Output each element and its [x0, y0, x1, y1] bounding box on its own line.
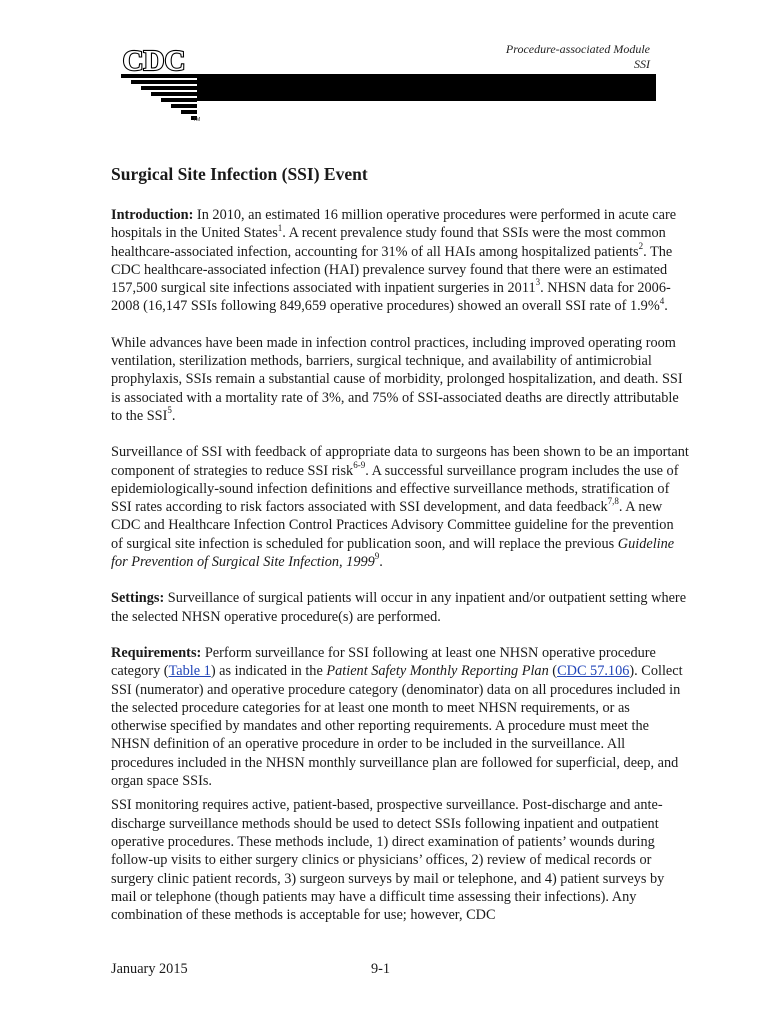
logo-text: CDC — [122, 45, 186, 77]
advances-text-1: While advances have been made in infection control practices, including improved operating room ventilation, sterilization methods, barriers, surgical technique, and availability of antimicrobial prophylaxis, SSIs remain a substantial cause of morbidity, prolonged hospitalization, and death. SSI is associated with a mortality rate of 3%, and 75% of SSI-associated deaths are directly attributable to the SSI — [111, 334, 683, 424]
page-title: Surgical Site Infection (SSI) Event — [111, 164, 368, 184]
surveillance-text-3: . A new CDC and Healthcare Infection Control Practices Advisory Committee guideline for the prevention of surgical site infection is scheduled for publication soon, and will replace the previous — [111, 499, 674, 552]
header-section: SSI — [634, 57, 650, 71]
running-header — [506, 42, 650, 72]
advances-text-2: . — [171, 407, 176, 424]
requirements-label: Requirements: — [111, 644, 202, 661]
footer-page-number: 9-1 — [371, 961, 391, 977]
settings-text: Surveillance of surgical patients will occur in any inpatient and/or outpatient setting where the selected NHSN operative procedure(s) are performed. — [111, 590, 687, 625]
surveillance-text-1: Surveillance of SSI with feedback of appropriate data to surgeons has been shown to be an important component of strategies to reduce SSI risk — [111, 444, 689, 479]
reference-6-9: 6-9 — [353, 459, 366, 470]
intro-text-3: . The CDC healthcare-associated infection (HAI) prevalence survey found that there were an estimated 157,500 surgical site infections associated with inpatient surgeries in 2011 — [111, 243, 673, 297]
requirements-text-2: ) as indicated in the — [210, 663, 327, 680]
document-body — [111, 206, 689, 942]
introduction-paragraph — [111, 206, 689, 316]
intro-text-2: . A recent prevalence study found that SSIs were the most common healthcare-associated infection, accounting for 31% of all HAIs among hospitalized patients — [111, 225, 666, 260]
advances-paragraph — [111, 334, 689, 425]
cdc-logo — [111, 40, 197, 122]
requirements-text-1: Perform surveillance for SSI following at least one NHSN operative procedure category ( — [111, 644, 656, 680]
monitoring-paragraph: SSI monitoring requires active, patient-based, prospective surveillance. Post-discharge and ante-discharge surveillance methods should be used to detect SSIs following inpatient and outpatient operative procedures. These methods include, 1) direct examination of patients’ wounds during follow-up visits to either surgery clinics or physicians’ offices, 2) review of medical records or surgery clinic patient records, 3) surgeon surveys by mail or telephone, and 4) patient surveys by mail or telephone (though patients may have a difficult time assessing their infections). Any combination of these methods is acceptable for use; however, CDC — [111, 797, 665, 924]
reference-2: 2 — [638, 240, 644, 251]
header-module: Procedure-associated Module — [505, 42, 650, 56]
intro-text-1: In 2010, an estimated 16 million operative procedures were performed in acute care hospitals in the United States — [111, 207, 677, 242]
reference-3: 3 — [535, 277, 541, 288]
reference-9: 9 — [374, 551, 380, 562]
reference-5: 5 — [167, 405, 172, 416]
cdc-57-106-link[interactable]: CDC 57.106 — [557, 663, 630, 680]
requirements-paragraph — [111, 644, 689, 790]
header-bar — [194, 74, 656, 101]
intro-text-4: . NHSN data for 2006-2008 (16,147 SSIs following 849,659 operative procedures) showed an overall SSI rate of 1.9% — [111, 280, 671, 315]
footer-date: January 2015 — [111, 961, 188, 977]
reference-4: 4 — [659, 295, 665, 306]
requirements-text-4: ). Collect SSI (numerator) and operative procedure category (denominator) data on all procedures included in the selected procedure categories for at least one month to meet NHSN requirements, or as otherwise specified by mandates and other reporting requirements. A procedure must meet the NHSN definition of an operative procedure in order to be included in the surveillance. All procedures included in the NHSN monthly surveillance plan are followed for superficial, deep, and organ space SSIs. — [111, 663, 683, 790]
requirements-text-3: ( — [548, 663, 558, 680]
reference-7-8: 7,8 — [607, 496, 619, 507]
reference-1: 1 — [277, 222, 283, 233]
logo-trademark: TM — [193, 117, 201, 123]
reporting-plan-title: Patient Safety Monthly Reporting Plan — [326, 663, 549, 680]
surveillance-text-2: . A successful surveillance program includes the use of epidemiologically-sound infection definitions and effective surveillance methods, stratification of SSI rates according to risk factors associated with SSI development, and data feedback — [111, 462, 679, 516]
surveillance-paragraph — [111, 443, 689, 571]
settings-paragraph — [111, 589, 689, 626]
guideline-title: Guideline for Prevention of Surgical Site Infection, 1999 — [111, 535, 675, 571]
introduction-label: Introduction: — [111, 207, 194, 223]
settings-label: Settings: — [111, 590, 165, 607]
table-1-link[interactable]: Table 1 — [168, 663, 211, 680]
surveillance-text-4: . — [379, 554, 383, 571]
intro-text-5: . — [664, 298, 668, 315]
